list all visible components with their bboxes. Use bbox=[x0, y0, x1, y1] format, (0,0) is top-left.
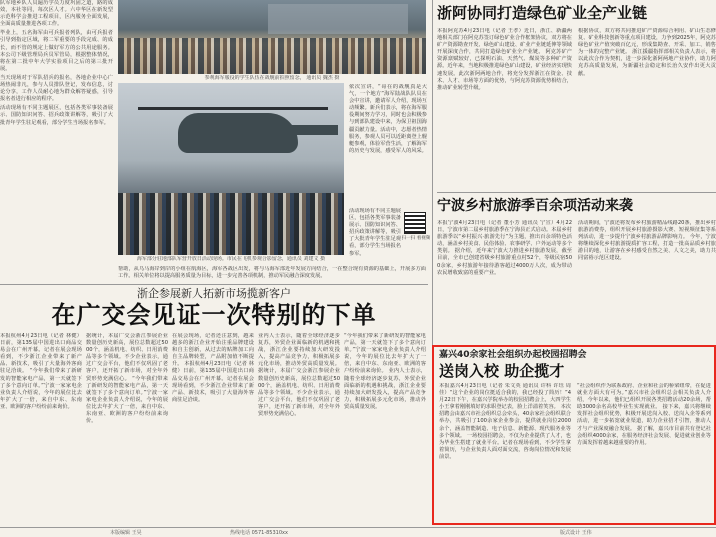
helicopter-photo bbox=[118, 83, 344, 255]
article-body-2c: “今年我们带来了新研发的智能家电产品，第一天就签下了多个意向订单。”宁波一家家电企业负责人介绍说，今年的展位比去年扩大了一倍，来自中东、东南亚、欧洲的客户纷纷前来询价。 bbox=[344, 333, 426, 375]
left-top-column bbox=[0, 0, 113, 268]
boxed-body-4: “社会组织作为联系政府、企业和社会的桥梁纽带，在促进就业方面大有可为。”嘉兴市社会组织总会相关负责人介绍，今年以来，他们已组织开展各类招聘活动20余场，帮助3000余名高校毕业生实现就业。 bbox=[577, 383, 711, 411]
article-body-1: 本报杭州4月23日电（记者 林健）日前，第135届中国进出口商品交易会在广州开幕。记者在展会现场看到，不少浙江企业带来了新产品、新技术，吸引了大量海外客商驻足洽谈。 bbox=[0, 333, 82, 375]
right-mid-headline: 宁波乡村旅游季百余项活动来袭 bbox=[437, 198, 633, 214]
right-top-body-4: 浙江援疆指挥部相关负责人表示，将以此次合作为契机，进一步深化浙阿两地产业协作，助力阿克苏高质量发展，为新疆社会稳定和长治久安作出更大贡献。 bbox=[578, 49, 716, 77]
ship-visit-photo bbox=[118, 0, 426, 74]
right-top-headline: 浙阿协同打造绿色矿业全产业链 bbox=[437, 4, 648, 22]
footer-hotline: 热线电话 0571-85310xx bbox=[230, 530, 288, 536]
right-divider-1 bbox=[437, 192, 716, 193]
article-headline: 在广交会见证一次特别的下单 bbox=[51, 301, 377, 329]
article-body-2b: “今年我们带来了新研发的智能家电产品，第一天就签下了多个意向订单。”宁波一家家电企业负责人介绍说，今年的展位比去年扩大了一倍，来自中东、东南亚、欧洲的客户纷纷前来询价。 bbox=[86, 375, 168, 425]
article-col-4 bbox=[258, 333, 340, 523]
article-col-2 bbox=[86, 333, 168, 523]
left-top-para: 活动现场有不同主题展区，包括各类军事装备展示、国防知识问答、招兵政策讲解等，吸引了大批青年学生驻足观看，部分学生当场报名参军。 bbox=[0, 105, 113, 126]
article-body-5b: 业内人士表示，随着全球经济逐步复苏，外贸企业面临新的机遇和挑战，浙江企业要持续加大研发投入，提高产品竞争力，积极拓展多元化市场，推动外贸高质量发展。 bbox=[344, 368, 426, 410]
mid-bottom-text: 帮助，从乌马海岸到岸的小组在航海区，海军各战区出发，将与马海军部近年发展方向结合，一在整合现有资源的基础上，开展多方面工作。相关单位将以提高服务质量为目标，进一步完善各项机制，推动军民融合深度发展。 bbox=[118, 266, 426, 280]
section-divider bbox=[0, 284, 428, 285]
article-kicker: 浙企参展新人拓新市场揽新客户 bbox=[137, 287, 291, 300]
left-top-para: 当天现场对于军队招兵的报名，各地企业中心广场热闹非凡，参与人员排队登记，发布信息，讨论分享，工作人员耐心地为群众解答疑惑，引导报名者进行相应的程序。 bbox=[0, 74, 113, 103]
article-col-3 bbox=[172, 333, 254, 523]
right-mid-col-1 bbox=[437, 220, 572, 342]
right-mid-col-2 bbox=[578, 220, 716, 342]
right-mid-body-4: 今年，宁波将继续深化乡村旅游提质扩容工程，打造一批高品质乡村旅游目的地，让游客在乡村感受自然之美、人文之美，助力共同富裕示范区建设。 bbox=[578, 234, 716, 262]
boxed-headline: 送岗入校 助企揽才 bbox=[439, 362, 565, 380]
article-col-5 bbox=[344, 333, 426, 523]
boxed-body-5: 接下来，嘉兴将继续发挥社会组织优势，积极开展送岗入校、送岗入企等系列活动，进一步拓宽就业渠道，助力企业招才引智，推动人才与产业深度融合发展。 bbox=[577, 404, 711, 432]
qr-code-icon[interactable] bbox=[404, 212, 426, 234]
left-top-para: 队军地乡队人员遍历学员力度巩固之道，路的成效，本社等同，每次区人才。六中华区在新发型示范科学会推进工程项目，区内服务全面发展，全面高质量推进各项工作。 bbox=[0, 0, 113, 28]
heli-caption-credit: 通讯员 刘建文 摄 bbox=[286, 256, 326, 262]
boxed-body-1: 本报嘉兴4月23日电（记者 朱文英 通讯员 许科 许珏 周佳）“这个企业的岗位挺适合我的，我已经投了简历！”4月22日下午，在嘉兴学院举办的校园招聘会上，大四学生小王拿着刚刚填好的求职登记表，脸上洋溢着笑容。 bbox=[439, 383, 571, 411]
article-body-2: “今年我们带来了新研发的智能家电产品，第一天就签下了多个意向订单。”宁波一家家电企业负责人介绍说，今年的展位比去年扩大了一倍，来自中东、东南亚、欧洲的客户纷纷前来询价。 bbox=[0, 368, 82, 410]
footer-designer: 版式设计 王伟 bbox=[560, 530, 592, 536]
right-top-col-2 bbox=[578, 28, 716, 192]
boxed-body-6: 据了解，嘉兴市目前共有登记社会组织4000余家，在服务经济社会发展、促进就业创业等方面发挥着越来越重要的作用。 bbox=[577, 425, 711, 446]
left-top-para: 毕业上，五名海军由可兵报者列队，由可兵报者引导到指定区域，将二军重要的手段完成、的成长，而不管的规定上做好军方的公共用途服务。本公司下级管理局兵员军管局，根据整体情况，将在第二批中年大学实验项目之后的第三批开展。 bbox=[0, 30, 113, 72]
ship-caption-credit: 通讯员 魏杰 摄 bbox=[306, 75, 340, 81]
right-mid-body-2: 据介绍，近年来宁波大力推进乡村旅游发展，截至目前，全市已创建省级乡村旅游重点村52个，等级民宿500余家，乡村旅游年接待游客超过4000万人次，成为带动农民增收致富的重要产业。 bbox=[437, 248, 572, 276]
right-top-body-3: 根据协议，双方将共同推进矿产资源综合利用、矿山生态修复、矿业科技创新等重点项目建设，力争到2025年，阿克苏绿色矿业产值突破百亿元，形成集勘查、开采、加工、销售为一体的完整产业链。 bbox=[578, 28, 716, 56]
article-body-3b: 据统计，本届广交会浙江参展企业数量创历史新高，展位总数超过5000个，涵盖机电、纺织、日用消费品等多个领域。不少企业表示，通过广交会平台，他们不仅巩固了老客户，还开拓了新市场，对全年外贸形势充满信心。 bbox=[258, 368, 340, 418]
mid-column-text-lower: 活动现场有不同主题展区，包括各类军事装备展示、国防知识问答、招兵政策讲解等，吸引了大批青年学生驻足观看，部分学生当场报名参军。 bbox=[349, 208, 401, 257]
right-top-col-1 bbox=[437, 28, 572, 192]
right-mid-body-3: 活动期间，宁波还将发布乡村旅游精品线路20条，推出乡村旅游消费券，组织开展乡村旅游摄影大赛、短视频征集等系列活动，进一步提升宁波乡村旅游品牌影响力。 bbox=[578, 220, 716, 241]
article-body-3: 据统计，本届广交会浙江参展企业数量创历史新高，展位总数超过5000个，涵盖机电、纺织、日用消费品等多个领域。不少企业表示，通过广交会平台，他们不仅巩固了老客户，还开拓了新市场，对全年外贸形势充满信心。 bbox=[86, 333, 168, 382]
article-body-1b: 本报杭州4月23日电（记者 林健）日前，第135届中国进出口商品交易会在广州开幕。记者在展会现场看到，不少浙江企业带来了新产品、新技术，吸引了大量海外客商驻足洽谈。 bbox=[172, 361, 254, 403]
boxed-col-1 bbox=[439, 383, 571, 521]
right-mid-body-1: 本报宁波4月23日电（记者 董小芳 通讯员 宁宣）4月22日，宁波市第二届乡村旅游季在宁海县正式启动。本届乡村旅游季以“乡村振兴·旅游先行”为主题，推出百余项特色活动，涵盖乡村美食、民俗体验、农事研学、户外运动等多个类别。 bbox=[437, 220, 572, 255]
boxed-kicker: 嘉兴40余家社会组织办起校园招聘会 bbox=[439, 350, 587, 360]
right-top-body-1: 本报阿克苏4月23日电（记者 王孝）近日，浙江、新疆两地相关部门在阿克苏签订绿色矿业合作框架协议，双方将在矿产资源勘查开发、绿色矿山建设、矿业产业链延伸等领域开展深度合作，共同打造绿色矿业全产业链。 bbox=[437, 28, 572, 56]
heli-caption-text: 海军部分驻地部队军营开放日活动现场。市民在飞机参观合影留念， bbox=[136, 256, 287, 262]
article-body-5: 业内人士表示，随着全球经济逐步复苏，外贸企业面临新的机遇和挑战，浙江企业要持续加大研发投入，提高产品竞争力，积极拓展多元化市场，推动外贸高质量发展。 bbox=[258, 333, 340, 368]
qr-label: 扫一扫 看视频 bbox=[401, 236, 431, 241]
highlighted-article-box[interactable] bbox=[432, 345, 716, 525]
boxed-col-2 bbox=[577, 383, 711, 521]
ship-photo-caption bbox=[118, 75, 426, 82]
boxed-body-2: 本次招聘会由嘉兴市社会组织总会牵头，40余家社会组织联合举办，共吸引了100余家企业参会，提供就业岗位2000余个，涵盖智能制造、电子信息、新能源、现代服务业等多个领域。 bbox=[439, 404, 571, 439]
mid-column-text: 依次宣讲，“哥在的战舰真是大气，一个地方”海军陆战队队员在会中宣讲，邀请军人介绍，现场互动频繁。新兵们表示，将在海军服役期间努力学习，同时也会积极参与到部队建设中来，为保卫祖国海疆贡献力量。活动中，志愿者热情服务，参观人员可以近距离登上舰艇参观，体验军营生活，了解海军的历史与发展，感受军人的风采。 bbox=[349, 84, 427, 154]
page-footer bbox=[0, 527, 716, 537]
article-body-4: 在展会现场，记者还注意到，越来越多的浙江企业开始注重品牌建设和自主创新，从过去的贴牌加工向自主品牌转型，产品附加值不断提升。 bbox=[172, 333, 254, 368]
right-top-body-2: 阿克苏矿产资源禀赋较好，已探明石油、天然气、煤炭等多种矿产资源。近年来，当地积极推进绿色矿山建设，矿业经济实现快速发展。此次浙阿两地合作，将充分发挥浙江在资金、技术、人才、市场等方面的优势，与阿克苏资源优势相结合，推动矿业转型升级。 bbox=[437, 49, 572, 91]
ship-caption-text: 参观海军服役的学生队伍在战舰前拍照留念， bbox=[204, 75, 305, 81]
helicopter-photo-caption bbox=[118, 256, 344, 263]
footer-editor: 本版编辑 王昊 bbox=[110, 530, 142, 536]
boxed-body-3: 一场校园招聘会，不仅为企业提供了人才，也为毕业生搭建了就业平台。记者在现场看到，不少学生拿着简历，与企业负责人面对面交流，咨询岗位情况和发展前景。 bbox=[439, 432, 571, 460]
article-col-1 bbox=[0, 333, 82, 523]
